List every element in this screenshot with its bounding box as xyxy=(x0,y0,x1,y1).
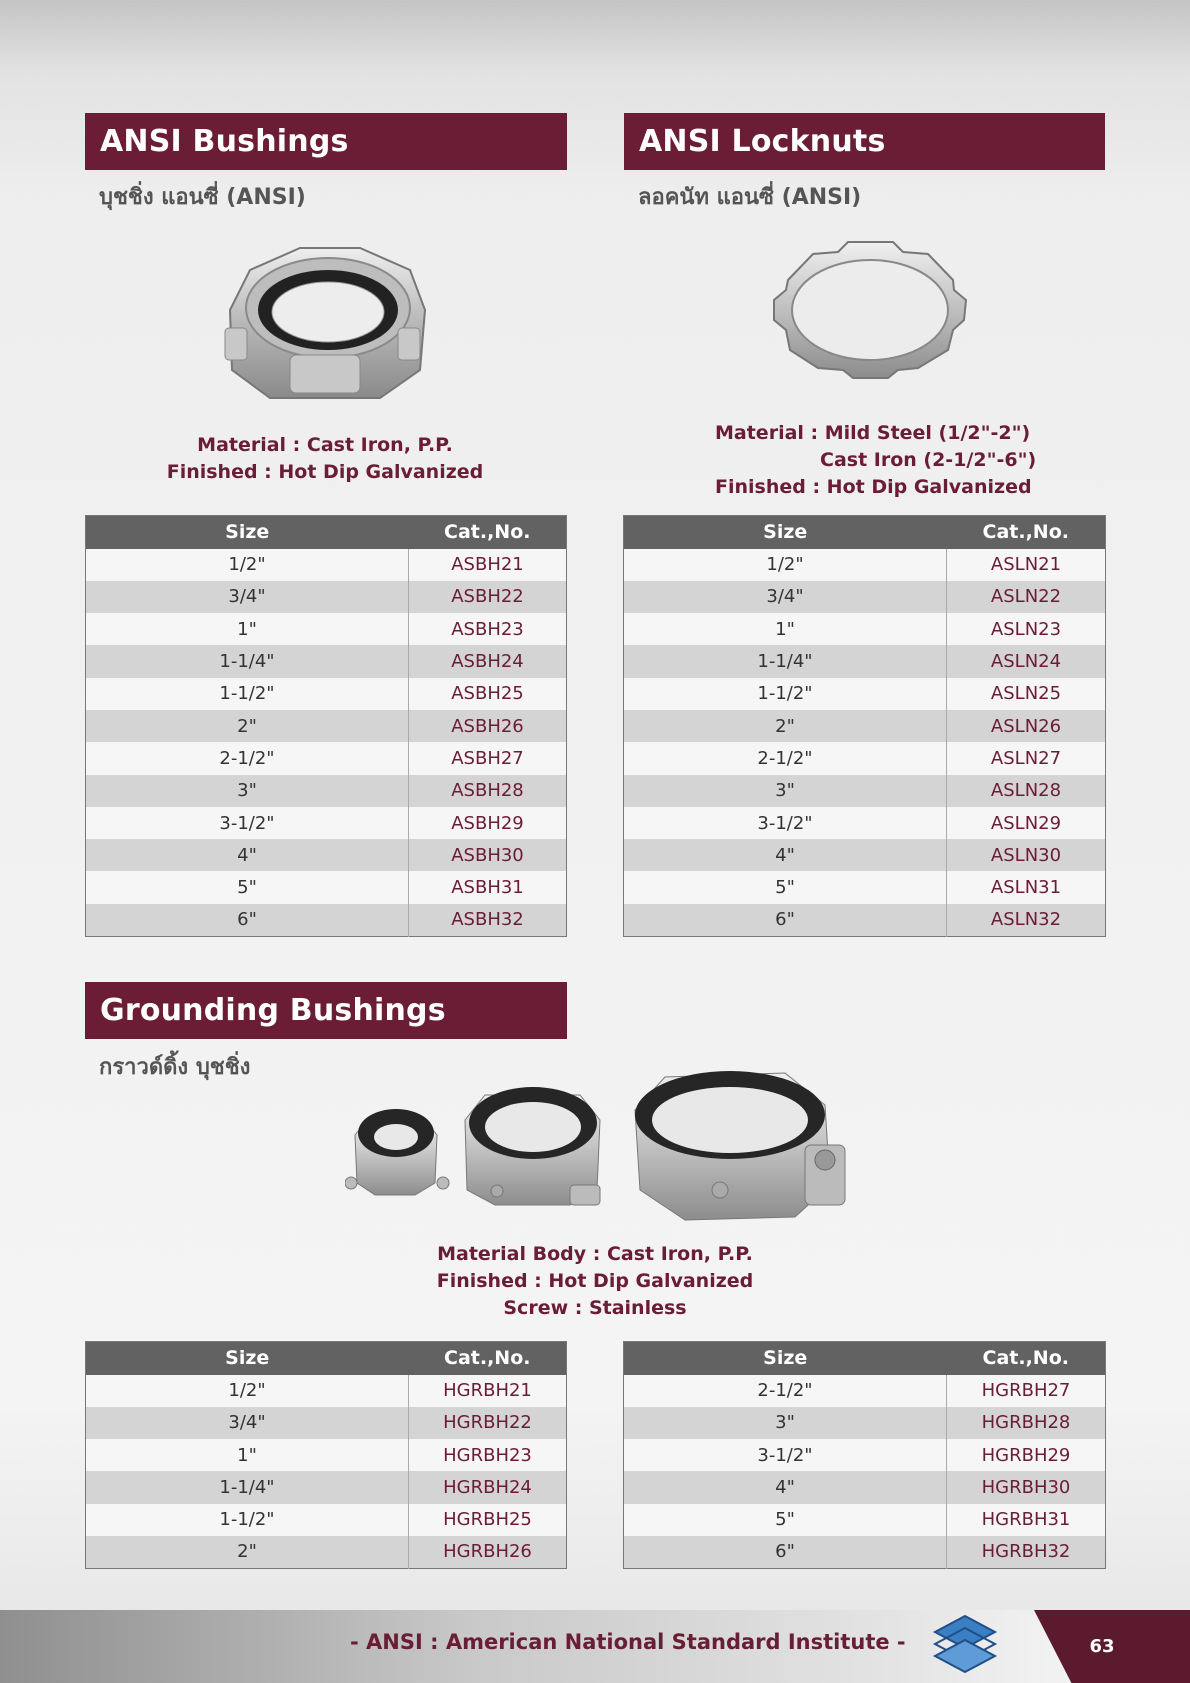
spec-line: Screw : Stainless xyxy=(503,1297,687,1319)
cat-no-cell: ASLN31 xyxy=(947,871,1106,903)
cat-no-cell: ASBH27 xyxy=(409,742,567,774)
cat-no-cell: ASBH21 xyxy=(409,549,567,581)
cat-no-cell: ASLN29 xyxy=(947,807,1106,839)
cat-no-cell: ASLN28 xyxy=(947,775,1106,807)
company-logo xyxy=(925,1610,1005,1683)
table-row xyxy=(624,904,1106,936)
size-cell: 1-1/2" xyxy=(86,678,409,710)
size-cell: 1/2" xyxy=(624,549,947,581)
table-row xyxy=(86,1471,567,1503)
ansi-locknut-image xyxy=(768,240,973,384)
spec-line: Material Body : Cast Iron, P.P. xyxy=(437,1243,753,1265)
table-row xyxy=(86,678,567,710)
cat-no-cell: ASBH23 xyxy=(409,613,567,645)
cat-no-cell: ASBH22 xyxy=(409,581,567,613)
size-column-header: Size xyxy=(624,516,947,549)
table-row xyxy=(624,645,1106,677)
cat-no-column-header: Cat.,No. xyxy=(947,516,1106,549)
size-cell: 1-1/4" xyxy=(86,645,409,677)
size-cell: 6" xyxy=(86,904,409,936)
table-row xyxy=(86,581,567,613)
cat-no-cell: ASLN21 xyxy=(947,549,1106,581)
spec-line: Finished : Hot Dip Galvanized xyxy=(166,461,484,483)
cat-no-cell: HGRBH27 xyxy=(947,1375,1106,1407)
size-cell: 6" xyxy=(624,904,947,936)
ansi-bushing-image xyxy=(220,240,430,409)
spec-line: Material : Mild Steel (1/2"-2") xyxy=(715,422,1031,444)
table-row xyxy=(86,904,567,936)
size-column-header: Size xyxy=(624,1342,947,1375)
ansi-bushings-spec xyxy=(150,432,500,486)
table-row xyxy=(624,1439,1106,1471)
size-cell: 1/2" xyxy=(86,549,409,581)
page-number: 63 xyxy=(1089,1636,1115,1657)
size-cell: 3" xyxy=(624,775,947,807)
cat-no-cell: ASLN32 xyxy=(947,904,1106,936)
table-row xyxy=(624,1407,1106,1439)
table-row xyxy=(624,807,1106,839)
table-row xyxy=(624,1504,1106,1536)
cat-no-cell: ASBH29 xyxy=(409,807,567,839)
table-row xyxy=(86,710,567,742)
size-cell: 5" xyxy=(86,871,409,903)
cat-no-cell: HGRBH30 xyxy=(947,1471,1106,1503)
size-cell: 4" xyxy=(624,1471,947,1503)
cat-no-cell: ASLN26 xyxy=(947,710,1106,742)
table-row xyxy=(624,742,1106,774)
cat-no-column-header: Cat.,No. xyxy=(409,516,567,549)
size-column-header: Size xyxy=(86,516,409,549)
cat-no-column-header: Cat.,No. xyxy=(409,1342,567,1375)
size-cell: 1-1/4" xyxy=(624,645,947,677)
cat-no-cell: ASBH24 xyxy=(409,645,567,677)
table-row xyxy=(86,1439,567,1471)
cat-no-cell: HGRBH31 xyxy=(947,1504,1106,1536)
table-row xyxy=(624,1375,1106,1407)
size-cell: 4" xyxy=(624,839,947,871)
size-cell: 3-1/2" xyxy=(624,807,947,839)
cat-no-cell: ASBH30 xyxy=(409,839,567,871)
table-row xyxy=(86,807,567,839)
size-cell: 1/2" xyxy=(86,1375,409,1407)
table-row xyxy=(624,710,1106,742)
table-row xyxy=(86,1536,567,1568)
size-cell: 2" xyxy=(86,1536,409,1568)
size-cell: 4" xyxy=(86,839,409,871)
size-cell: 2" xyxy=(86,710,409,742)
ansi-bushings-table xyxy=(85,515,567,937)
size-column-header: Size xyxy=(86,1342,409,1375)
ansi-locknuts-spec xyxy=(715,420,1036,501)
footer-text: - ANSI : American National Standard Institute - xyxy=(350,1630,906,1654)
size-cell: 3-1/2" xyxy=(86,807,409,839)
cat-no-cell: HGRBH32 xyxy=(947,1536,1106,1568)
cat-no-cell: ASLN30 xyxy=(947,839,1106,871)
cat-no-cell: HGRBH29 xyxy=(947,1439,1106,1471)
grounding-bushings-table-right xyxy=(623,1341,1106,1569)
ansi-locknuts-table xyxy=(623,515,1106,937)
cat-no-cell: ASBH32 xyxy=(409,904,567,936)
table-row xyxy=(86,742,567,774)
table-row xyxy=(624,581,1106,613)
grounding-bushings-image xyxy=(345,1065,855,1234)
cat-no-cell: ASLN22 xyxy=(947,581,1106,613)
grounding-bushings-spec xyxy=(395,1241,795,1322)
size-cell: 3/4" xyxy=(86,581,409,613)
size-cell: 2-1/2" xyxy=(86,742,409,774)
size-cell: 3" xyxy=(624,1407,947,1439)
cat-no-cell: HGRBH23 xyxy=(409,1439,567,1471)
cat-no-cell: HGRBH24 xyxy=(409,1471,567,1503)
spec-line: Finished : Hot Dip Galvanized xyxy=(715,476,1032,498)
table-row xyxy=(624,775,1106,807)
size-cell: 1" xyxy=(86,1439,409,1471)
table-row xyxy=(86,871,567,903)
size-cell: 1" xyxy=(86,613,409,645)
cat-no-column-header: Cat.,No. xyxy=(947,1342,1106,1375)
cat-no-cell: HGRBH22 xyxy=(409,1407,567,1439)
size-cell: 2-1/2" xyxy=(624,742,947,774)
size-cell: 1-1/2" xyxy=(624,678,947,710)
table-row xyxy=(86,775,567,807)
table-row xyxy=(624,1536,1106,1568)
size-cell: 2-1/2" xyxy=(624,1375,947,1407)
cat-no-cell: HGRBH28 xyxy=(947,1407,1106,1439)
cat-no-cell: ASBH28 xyxy=(409,775,567,807)
size-cell: 3/4" xyxy=(624,581,947,613)
spec-line: Cast Iron (2-1/2"-6") xyxy=(820,449,1037,471)
table-row xyxy=(86,1504,567,1536)
grounding-bushings-title: Grounding Bushings xyxy=(85,982,567,1039)
ansi-locknuts-subtitle: ลอคนัท แอนซี่ (ANSI) xyxy=(638,185,862,210)
spec-line: Material : Cast Iron, P.P. xyxy=(197,434,453,456)
grounding-bushings-table-left xyxy=(85,1341,567,1569)
grounding-bushings-subtitle: กราวด์ดิ้ง บุชชิ่ง xyxy=(99,1055,251,1080)
cat-no-cell: ASBH31 xyxy=(409,871,567,903)
cat-no-cell: ASLN23 xyxy=(947,613,1106,645)
spec-line: Finished : Hot Dip Galvanized xyxy=(436,1270,754,1292)
cat-no-cell: HGRBH26 xyxy=(409,1536,567,1568)
size-cell: 1-1/4" xyxy=(86,1471,409,1503)
table-row xyxy=(86,549,567,581)
size-cell: 3" xyxy=(86,775,409,807)
table-row xyxy=(624,613,1106,645)
cat-no-cell: ASBH25 xyxy=(409,678,567,710)
size-cell: 3-1/2" xyxy=(624,1439,947,1471)
ansi-locknuts-title: ANSI Locknuts xyxy=(624,113,1105,170)
table-row xyxy=(624,839,1106,871)
table-row xyxy=(86,1407,567,1439)
size-cell: 5" xyxy=(624,1504,947,1536)
cat-no-cell: ASLN25 xyxy=(947,678,1106,710)
size-cell: 6" xyxy=(624,1536,947,1568)
size-cell: 1-1/2" xyxy=(86,1504,409,1536)
cat-no-cell: ASBH26 xyxy=(409,710,567,742)
size-cell: 2" xyxy=(624,710,947,742)
table-row xyxy=(86,839,567,871)
table-row xyxy=(624,1471,1106,1503)
table-row xyxy=(624,549,1106,581)
table-row xyxy=(86,1375,567,1407)
table-row xyxy=(86,645,567,677)
cat-no-cell: ASLN24 xyxy=(947,645,1106,677)
table-row xyxy=(624,678,1106,710)
size-cell: 5" xyxy=(624,871,947,903)
cat-no-cell: ASLN27 xyxy=(947,742,1106,774)
table-row xyxy=(624,871,1106,903)
cat-no-cell: HGRBH21 xyxy=(409,1375,567,1407)
size-cell: 3/4" xyxy=(86,1407,409,1439)
table-row xyxy=(86,613,567,645)
ansi-bushings-title: ANSI Bushings xyxy=(85,113,567,170)
size-cell: 1" xyxy=(624,613,947,645)
cat-no-cell: HGRBH25 xyxy=(409,1504,567,1536)
ansi-bushings-subtitle: บุชชิ่ง แอนซี่ (ANSI) xyxy=(99,185,306,210)
